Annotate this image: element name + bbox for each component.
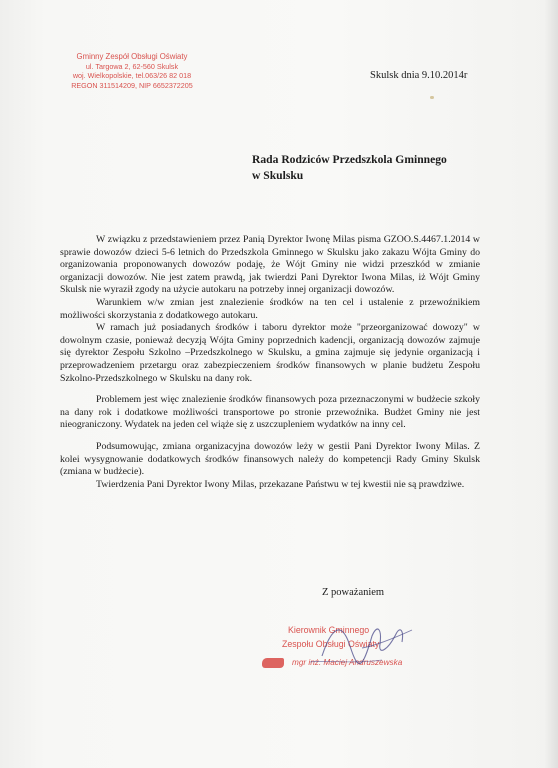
signature-stamp-line-1: Kierownik Gminnego xyxy=(288,625,370,635)
paper-mark xyxy=(430,96,434,99)
letter-body xyxy=(60,234,480,491)
stamp-line-regon: REGON 311514209, NIP 6652372205 xyxy=(71,80,193,90)
paragraph-3: W ramach już posiadanych środków i taboru dyrektor może "przeorganizować dowozy" w dowolnym czasie, ponieważ decyzją Wójta Gminy poprzednich kadencji, organizacją dowozów zajmuje się dyrektor Zespołu Szkolno –Przedszkolnego w Skulsku, a gmina zajmuje się jedynie organizacją i przeprowadzeniem przetargu oraz zabezpieczeniem środków finansowych w planie budżetu Zespołu Szkolno-Przedszkolnego w Skulsku na dany rok. xyxy=(60,322,480,384)
closing-salutation: Z poważaniem xyxy=(322,587,385,598)
paragraph-1: W związku z przedstawieniem przez Panią Dyrektor Iwonę Milas pisma GZOO.S.4467.1.2014 w sprawie dowozów dzieci 5-6 letnich do Przedszkola Gminnego w Skulsku jako zakazu Wójta Gminy do organizowania proponowanych dowozów podaję, że Wójt Gminy nie widzi przeszkód w zmianie organizacji dowozów. Nie jest zatem prawdą, jak twierdzi Pani Dyrektor Iwona Milas, iż Wójt Gminy Skulsk nie wyraził zgody na użycie autokaru na potrzeby innej organizacji dowozów. xyxy=(60,234,480,296)
institution-stamp xyxy=(52,52,212,90)
signature-stamp-line-2: Zespołu Obsługi Oświaty xyxy=(282,639,380,649)
page-edge-shadow xyxy=(544,0,558,768)
recipient-block xyxy=(252,152,447,184)
recipient-line-2: w Skulsku xyxy=(252,169,304,182)
place-date: Skulsk dnia 9.10.2014r xyxy=(370,70,468,81)
recipient-line-1: Rada Rodziców Przedszkola Gminnego xyxy=(252,153,447,166)
stamp-line-phone: woj. Wielkopolskie, tel.063/26 82 018 xyxy=(72,71,192,81)
handwritten-signature xyxy=(262,616,432,676)
paragraph-4: Problemem jest więc znalezienie środków finansowych poza przeznaczonymi w budżecie szkoły na dany rok i dodatkowe możliwości transportowe po stronie przewoźnika. Budżet Gminy nie jest nieograniczony. Wydatek na jeden cel wiąże się z uszczupleniem wydatków na inny cel. xyxy=(60,394,480,431)
signature-stamp-line-3: mgr inż. Maciej Andruszewska xyxy=(292,658,403,667)
paragraph-6: Twierdzenia Pani Dyrektor Iwony Milas, przekazane Państwu w tej kwestii nie są prawdziwe. xyxy=(96,478,465,490)
paragraph-5: Podsumowując, zmiana organizacyjna dowozów leży w gestii Pani Dyrektor Iwony Milas. Z kolei wysygnowanie dodatkowych środków finansowych należy do kompetencji Rady Gminy Skulsk (zmiana w budżecie). xyxy=(60,440,480,478)
paragraph-2: Warunkiem w/w zmian jest znalezienie środków na ten cel i ustalenie z przewoźnikiem możliwości skorzystania z dodatkowego autokaru. xyxy=(60,296,480,321)
stamp-line-address: ul. Targowa 2, 62-560 Skulsk xyxy=(85,61,179,71)
stamp-line-name: Gminny Zespół Obsługi Oświaty xyxy=(76,52,188,61)
signature-stamp xyxy=(262,616,432,676)
